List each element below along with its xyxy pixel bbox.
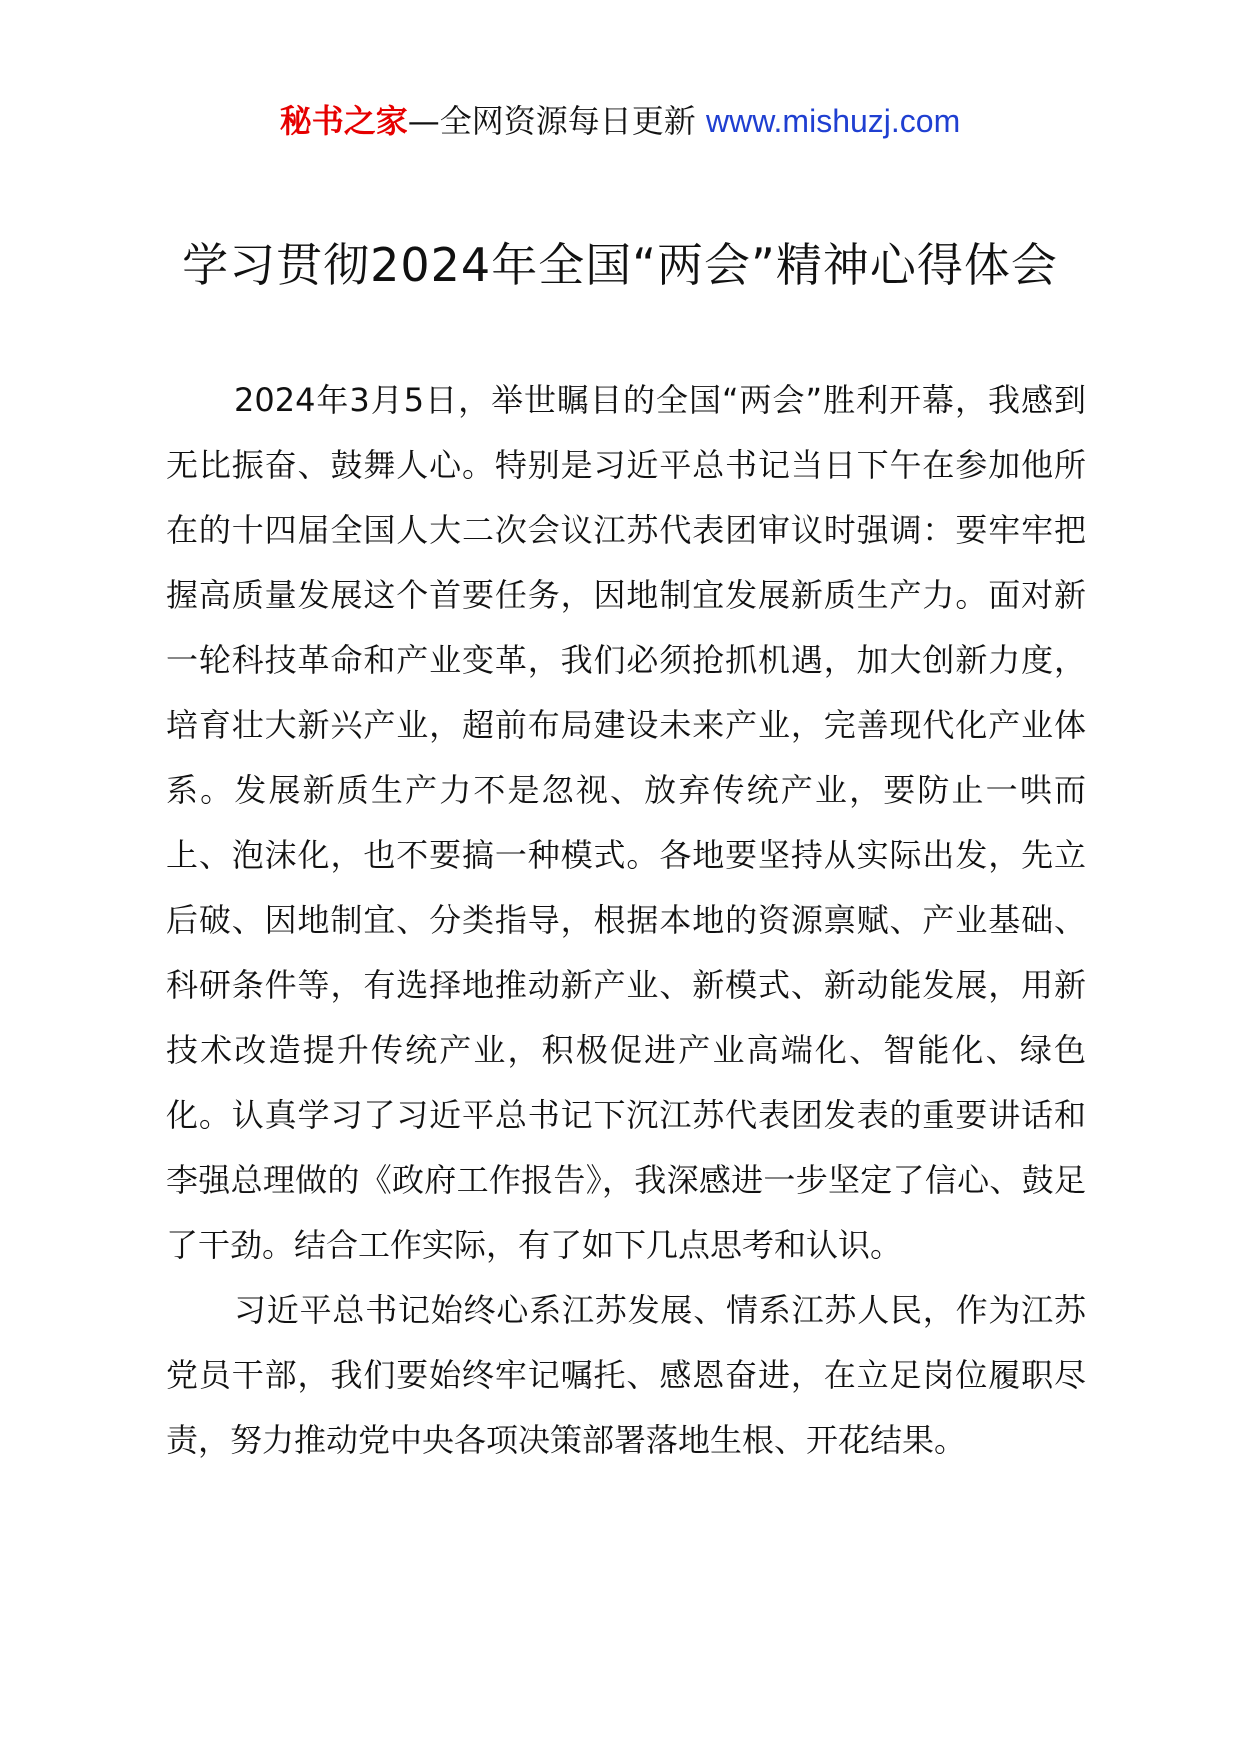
- site-brand: 秘书之家: [279, 102, 408, 140]
- paragraph-2: 习近平总书记始终心系江苏发展、情系江苏人民，作为江苏党员干部，我们要始终牢记嘱托、感恩奋进，在立足岗位履职尽责，努力推动党中央各项决策部署落地生根、开花结果。: [166, 1291, 1086, 1459]
- site-header: [0, 98, 1240, 144]
- document-title: 学习贯彻2024年全国“两会”精神心得体会: [182, 238, 1058, 292]
- site-tagline: —全网资源每日更新: [407, 102, 706, 140]
- paragraph-1: 2024年3月5日，举世瞩目的全国“两会”胜利开幕，我感到无比振奋、鼓舞人心。特别是习近平总书记当日下午在参加他所在的十四届全国人大二次会议江苏代表团审议时强调：要牢牢把握高质量发展这个首要任务，因地制宜发展新质生产力。面对新一轮科技革命和产业变革，我们必须抢抓机遇，加大创新力度，培育壮大新兴产业，超前布局建设未来产业，完善现代化产业体系。发展新质生产力不是忽视、放弃传统产业，要防止一哄而上、泡沫化，也不要搞一种模式。各地要坚持从实际出发，先立后破、因地制宜、分类指导，根据本地的资源禀赋、产业基础、科研条件等，有选择地推动新产业、新模式、新动能发展，用新技术改造提升传统产业，积极促进产业高端化、智能化、绿色化。认真学习了习近平总书记下沉江苏代表团发表的重要讲话和李强总理做的《政府工作报告》，我深感进一步坚定了信心、鼓足了干劲。结合工作实际，有了如下几点思考和认识。: [166, 381, 1086, 1264]
- site-url-link[interactable]: www.mishuzj.com: [705, 103, 961, 139]
- document-body: [166, 368, 1086, 1473]
